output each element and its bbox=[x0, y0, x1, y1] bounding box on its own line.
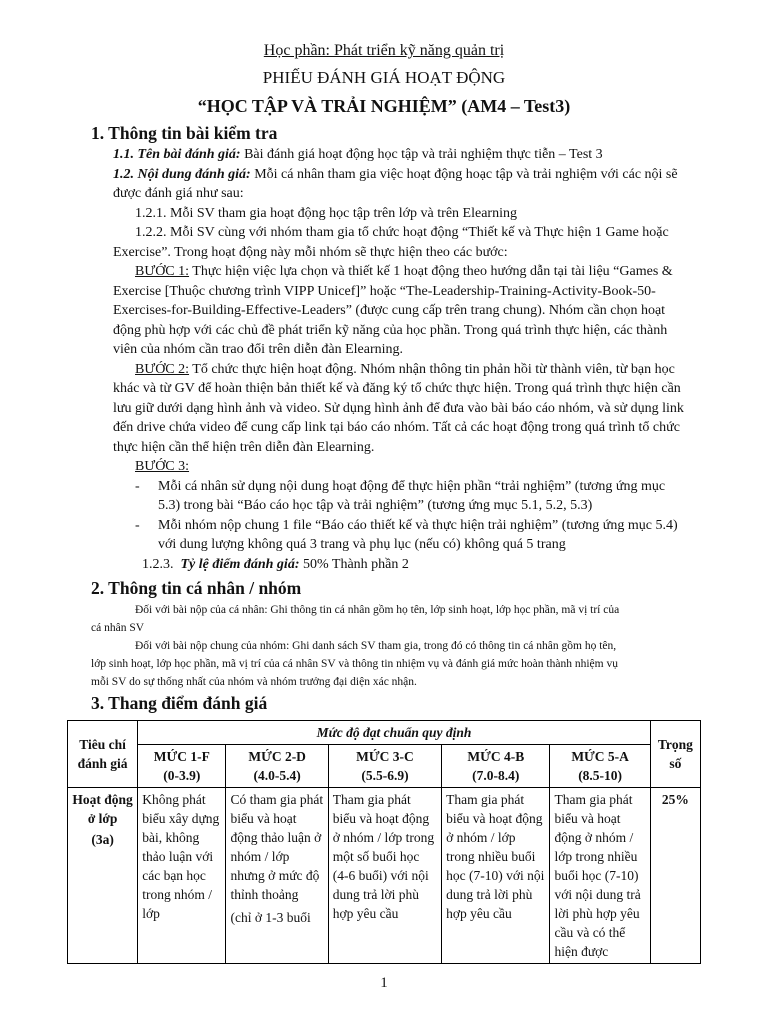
step2-line2: khác và từ GV để hoàn thiện bản thiết kế và đăng ký tổ chức thực hiện. Trong quá trình thực hiện cần bbox=[113, 381, 681, 396]
level-3-cell: Tham gia phát biểu và hoạt động ở nhóm / lớp trong một số buổi học (4-6 buổi) với nội dung trả lời phù hợp yêu cầu bbox=[328, 788, 441, 964]
level-4-range: (7.0-8.4) bbox=[472, 768, 520, 783]
item-1-2-text: Mỗi cá nhân tham gia việc hoạt động hoạc tập và trải nghiệm với các nội sẽ bbox=[250, 167, 678, 182]
step1-line2: Exercise [Thuộc chương trình VIPP Unicef]” hoặc “The-Leadership-Training-Activity-Book-50- bbox=[113, 284, 656, 299]
level-2-name: MỨC 2-D bbox=[248, 749, 306, 764]
step2-line4: đến drive chứa video để cung cấp link tại báo cáo nhóm. Tất cả các hoạt động trong quá trình tổ chức bbox=[113, 420, 680, 435]
item-1-1-label: 1.1. Tên bài đánh giá: bbox=[113, 147, 241, 162]
step1-line3: Exercises-for-Building-Effective-Leaders” (được cung cấp trên trang chung). Nhóm cần chọn hoạt bbox=[113, 303, 666, 318]
section-2-heading: 2. Thông tin cá nhân / nhóm bbox=[91, 578, 302, 598]
form-title: PHIẾU ĐÁNH GIÁ HOẠT ĐỘNG bbox=[262, 68, 506, 87]
item-1-2-cont: được đánh giá như sau: bbox=[113, 186, 244, 201]
item-1-2-2-line1: 1.2.2. Mỗi SV cùng với nhóm tham gia tổ chức hoạt động “Thiết kế và Thực hiện 1 Game hoặc bbox=[135, 225, 669, 240]
step2-line1 bbox=[135, 360, 675, 380]
item-1-2 bbox=[113, 165, 678, 185]
level-3-name: MỨC 3-C bbox=[356, 749, 414, 764]
bullet-2-line2: với dung lượng không quá 3 trang và phụ lục (nếu có) không quá 5 trang bbox=[158, 537, 566, 552]
level-1-name: MỨC 1-F bbox=[153, 749, 210, 764]
section-2-para2-line3: mỗi SV do sự thống nhất của nhóm và nhóm trưởng đại diện xác nhận. bbox=[91, 676, 417, 688]
activity-title: “HỌC TẬP VÀ TRẢI NGHIỆM” (AM4 – Test3) bbox=[197, 96, 571, 116]
criteria-cell bbox=[68, 788, 138, 964]
item-1-1 bbox=[113, 145, 603, 165]
level-5-cell: Tham gia phát biểu và hoạt động ở nhóm / lớp trong nhiều buổi học (7-10) với nội dung trả lời phù hợp yêu cầu và có thể hiện được bbox=[550, 788, 650, 964]
table-header-row bbox=[68, 721, 701, 745]
level-header-row bbox=[68, 745, 701, 788]
step2-line3: lưu giữ dưới dạng hình ảnh và video. Sử dụng hình ảnh để đưa vào bài báo cáo nhóm, và sử dụng link bbox=[113, 401, 684, 416]
table-row bbox=[68, 788, 701, 964]
criteria-header: Tiêu chí đánh giá bbox=[68, 721, 138, 788]
section-1-heading: 1. Thông tin bài kiểm tra bbox=[91, 123, 278, 143]
bullet-2-dash: - bbox=[135, 518, 140, 533]
step3-label: BƯỚC 3: bbox=[135, 459, 190, 474]
level-1-header bbox=[138, 745, 226, 788]
level-2-range: (4.0-5.4) bbox=[253, 768, 301, 783]
step1-line5: viên của nhóm cần trao đổi trên diễn đàn Elearning. bbox=[113, 342, 404, 357]
level-1-range: (0-3.9) bbox=[163, 768, 201, 783]
level-4-name: MỨC 4-B bbox=[467, 749, 525, 764]
level-3-header bbox=[328, 745, 441, 788]
level-5-header bbox=[550, 745, 650, 788]
level-1-cell: Không phát biểu xây dựng bài, không thảo luận với các bạn học trong nhóm / lớp bbox=[138, 788, 226, 964]
step1-text: Thực hiện việc lựa chọn và thiết kế 1 hoạt động theo hướng dẫn tại tài liệu “Games & bbox=[189, 264, 673, 279]
item-1-2-3-label: Tỷ lệ điểm đánh giá: bbox=[180, 557, 300, 572]
criteria-name: Hoạt động ở lớp bbox=[72, 792, 133, 826]
page-number: 1 bbox=[380, 975, 388, 991]
course-title: Học phần: Phát triển kỹ năng quản trị bbox=[263, 42, 505, 59]
step2-text: Tổ chức thực hiện hoạt động. Nhóm nhận thông tin phản hồi từ thành viên, từ bạn học bbox=[189, 362, 675, 377]
item-1-2-3-number: 1.2.3. bbox=[142, 557, 174, 572]
level-2-cell-extra: (chỉ ở 1-3 buổi bbox=[230, 910, 311, 925]
item-1-2-2-line2: Exercise”. Trong hoạt động này mỗi nhóm sẽ thực hiện theo các bước: bbox=[113, 245, 508, 260]
step1-line1 bbox=[135, 262, 673, 282]
level-5-name: MỨC 5-A bbox=[571, 749, 629, 764]
item-1-2-3 bbox=[142, 555, 409, 575]
section-2-para1-line1: Đối với bài nộp của cá nhân: Ghi thông tin cá nhân gồm họ tên, lớp sinh hoạt, lớp học phần, mã vị trí của bbox=[135, 604, 620, 616]
item-1-2-label: 1.2. Nội dung đánh giá: bbox=[113, 167, 251, 182]
level-2-cell bbox=[226, 788, 328, 964]
section-2-para1-line2: cá nhân SV bbox=[91, 622, 145, 634]
level-4-header bbox=[442, 745, 550, 788]
step2-label: BƯỚC 2: bbox=[135, 362, 190, 377]
level-group-header bbox=[138, 721, 651, 745]
level-2-header bbox=[226, 745, 328, 788]
criteria-code: (3a) bbox=[91, 832, 114, 847]
weight-header: Trọng số bbox=[650, 721, 700, 788]
level-2-cell-text: Có tham gia phát biểu và hoạt động thảo luận ở nhóm / lớp nhưng ở mức độ thỉnh thoảng bbox=[230, 792, 324, 902]
section-2-para2-line1: Đối với bài nộp chung của nhóm: Ghi danh sách SV tham gia, trong đó có thông tin cá nhân gồm họ tên, bbox=[135, 640, 617, 652]
bullet-1-dash: - bbox=[135, 479, 140, 494]
step1-line4: động phù hợp với các chủ đề phát triển kỹ năng của học phần. Trong quá trình thực hiện, các thành bbox=[113, 323, 668, 338]
step2-line5: thực hiện cần thể hiện trên diễn đàn Elearning. bbox=[113, 440, 375, 455]
level-group-header-text: Mức độ đạt chuẩn quy định bbox=[316, 725, 472, 740]
weight-cell: 25% bbox=[650, 788, 700, 964]
evaluation-table bbox=[67, 720, 701, 964]
item-1-2-1: 1.2.1. Mỗi SV tham gia hoạt động học tập trên lớp và trên Elearning bbox=[135, 206, 517, 221]
bullet-1-line2: 5.3) trong bài “Báo cáo học tập và trải nghiệm” (tương ứng mục 5.1, 5.2, 5.3) bbox=[158, 498, 593, 513]
section-3-heading: 3. Thang điểm đánh giá bbox=[91, 693, 268, 713]
level-5-range: (8.5-10) bbox=[578, 768, 623, 783]
level-4-cell: Tham gia phát biểu và hoạt động ở nhóm / lớp trong nhiều buổi học (7-10) với nội dung trả lời phù hợp yêu cầu bbox=[442, 788, 550, 964]
bullet-1-line1: Mỗi cá nhân sử dụng nội dung hoạt động để thực hiện phần “trải nghiệm” (tương ứng mục bbox=[158, 479, 666, 494]
step1-label: BƯỚC 1: bbox=[135, 264, 190, 279]
item-1-2-3-text: 50% Thành phần 2 bbox=[299, 557, 409, 572]
item-1-1-text: Bài đánh giá hoạt động học tập và trải nghiệm thực tiễn – Test 3 bbox=[240, 147, 603, 162]
level-3-range: (5.5-6.9) bbox=[361, 768, 409, 783]
bullet-2-line1: Mỗi nhóm nộp chung 1 file “Báo cáo thiết kế và thực hiện trải nghiệm” (tương ứng mục 5.4) bbox=[158, 518, 678, 533]
section-2-para2-line2: lớp sinh hoạt, lớp học phần, mã vị trí của cá nhân SV và thông tin nhiệm vụ và đánh giá mức hoàn thành nhiệm vụ bbox=[91, 658, 618, 670]
